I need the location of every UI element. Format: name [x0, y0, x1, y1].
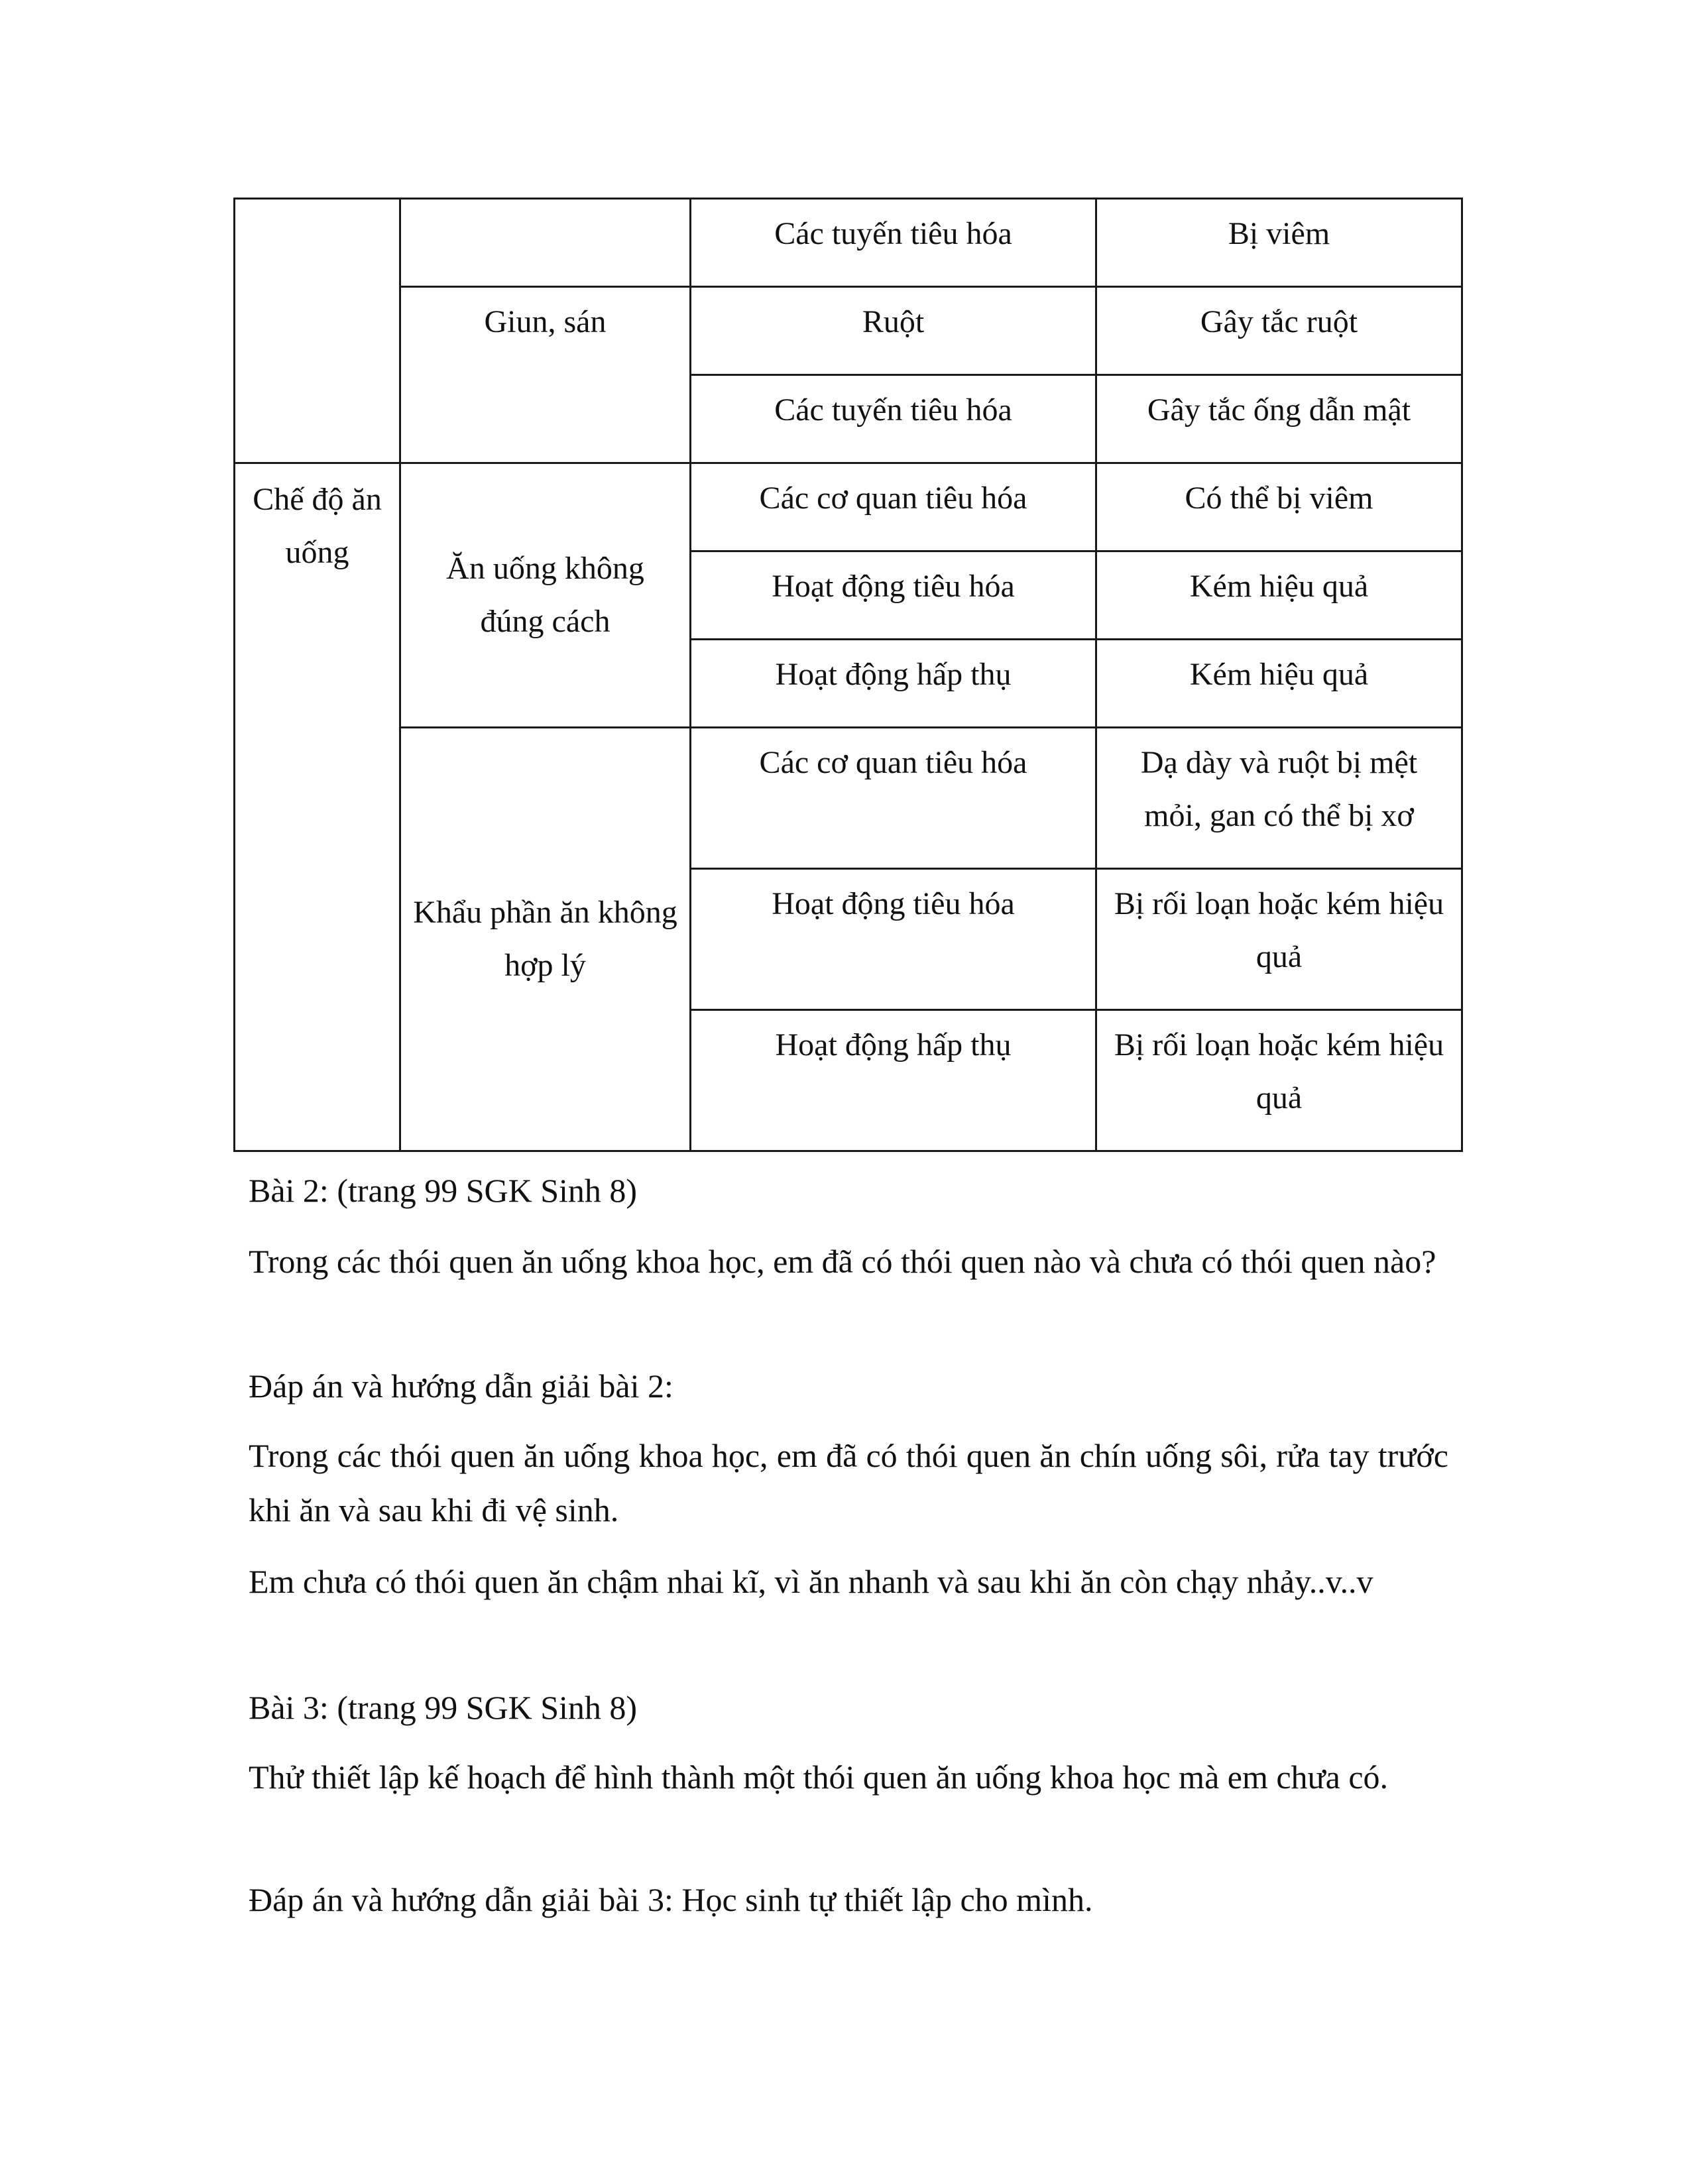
exercise3-heading: Bài 3: (trang 99 SGK Sinh 8): [249, 1689, 638, 1726]
cause-cell: Ăn uống không đúng cách: [400, 463, 691, 728]
organ-cell: Hoạt động tiêu hóa: [691, 869, 1096, 1010]
organ-cell: Hoạt động tiêu hóa: [691, 551, 1096, 640]
digestive-effects-table: [233, 198, 1463, 1152]
effect-cell: Gây tắc ống dẫn mật: [1096, 375, 1462, 463]
organ-cell: Các tuyến tiêu hóa: [691, 199, 1096, 287]
cause-cell-empty: [400, 199, 691, 287]
cause-cell: Khẩu phần ăn không hợp lý: [400, 728, 691, 1151]
exercise2-answer-heading: Đáp án và hướng dẫn giải bài 2:: [249, 1367, 673, 1405]
exercise2-heading: Bài 2: (trang 99 SGK Sinh 8): [249, 1172, 638, 1209]
category-cell-empty: [235, 199, 400, 463]
exercise3-question: Thử thiết lập kế hoạch để hình thành một thói quen ăn uống khoa học mà em chưa có.: [249, 1758, 1389, 1796]
effect-cell: Kém hiệu quả: [1096, 640, 1462, 728]
table-row: [235, 199, 1462, 287]
table-row: [235, 463, 1462, 551]
effect-cell: Bị rối loạn hoặc kém hiệu quả: [1096, 1010, 1462, 1151]
effect-cell: Bị rối loạn hoặc kém hiệu quả: [1096, 869, 1462, 1010]
organ-cell: Các tuyến tiêu hóa: [691, 375, 1096, 463]
organ-cell: Ruột: [691, 287, 1096, 375]
effect-cell: Gây tắc ruột: [1096, 287, 1462, 375]
organ-cell: Hoạt động hấp thụ: [691, 640, 1096, 728]
organ-cell: Các cơ quan tiêu hóa: [691, 463, 1096, 551]
exercise2-answer-p1: Trong các thói quen ăn uống khoa học, em đã có thói quen ăn chín uống sôi, rửa tay trước khi ăn và sau khi đi vệ sinh.: [249, 1437, 1448, 1528]
table-row: [235, 728, 1462, 869]
effect-cell: Kém hiệu quả: [1096, 551, 1462, 640]
table-row: [235, 287, 1462, 375]
category-cell: Chế độ ăn uống: [235, 463, 400, 1151]
effect-cell: Dạ dày và ruột bị mệt mỏi, gan có thể bị xơ: [1096, 728, 1462, 869]
exercise2-answer-p2: Em chưa có thói quen ăn chậm nhai kĩ, vì ăn nhanh và sau khi ăn còn chạy nhảy..v..v: [249, 1563, 1373, 1600]
organ-cell: Các cơ quan tiêu hóa: [691, 728, 1096, 869]
exercise2-question: Trong các thói quen ăn uống khoa học, em đã có thói quen nào và chưa có thói quen nào?: [249, 1243, 1436, 1280]
effect-cell: Có thể bị viêm: [1096, 463, 1462, 551]
cause-cell: Giun, sán: [400, 287, 691, 463]
effect-cell: Bị viêm: [1096, 199, 1462, 287]
exercise3-answer: Đáp án và hướng dẫn giải bài 3: Học sinh tự thiết lập cho mình.: [249, 1881, 1093, 1918]
organ-cell: Hoạt động hấp thụ: [691, 1010, 1096, 1151]
